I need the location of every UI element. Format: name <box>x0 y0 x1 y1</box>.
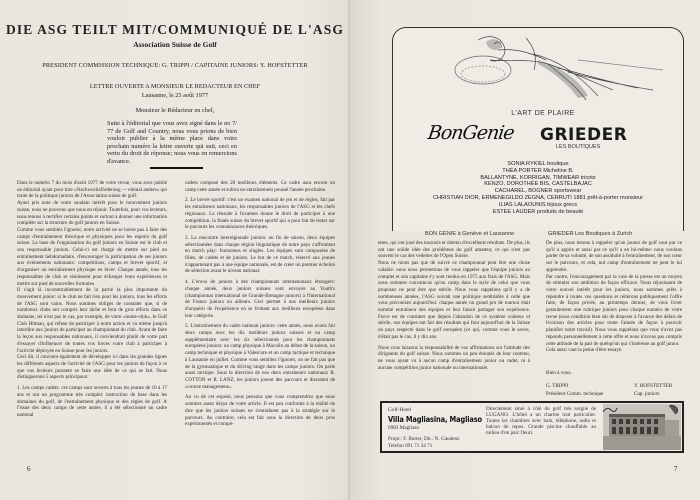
store-location-left: BON GÉNIE à Genève et Lausanne <box>425 231 515 237</box>
hotel-photo <box>603 404 681 450</box>
brand-item: ILIAS LALAOUNIS bijoux grecs <box>498 201 578 208</box>
paragraph: Ayant pris note de votre soudain intérêt pour le mouvement juniors suisse, nous ne pouvons que nous en réjouir. Toutefois, pour vos lecteurs, nous tenons à rectifier certains points et surtout à donner une information complète sur la structure du golf juniors en Suisse. <box>17 200 167 227</box>
grieder-subtitle: LES BOUTIQUES <box>556 144 601 150</box>
paragraph: 3. La rencontre interrégionale juniors: en fin de saison, deux équipes sélectionnées dans chaque région linguistique de notre pays s'affrontent en match play: foursomes et singles. Les équipes sont composées de filles, de cadets et de juniors. Le but de ce match, réservé aux jeunes n'appartenant pas à une équipe nationale, est de créer un premier échelon de sélection avant le niveau national. <box>185 234 335 275</box>
paragraph: Nous ne nions pas que de suivre ce championnat peut être une chose valable: nous nous permettons de vous rappeler que l'équipe juniors au complet et son capitaine s'y sont rendus en 1975 aux frais de l'ASG. Mais nous sommes convaincus qu'un camp dans le style de celui que vous proposez ne peut être que stérile. Nous vous rappelons qu'il y a de nombreuses années, l'ASG suivait une politique semblable à celle que vous préconisez aujourd'hui: chaque année un grand pro de tournoi était nommé entraîneur des équipes et leur faisait partager son expérience. Force est de constater que depuis l'abandon de ce système coûteux et stérile, nos équipes ont fait des résultats qui font aujourd'hui de la Suisse un pays respecté dans le golf européen (ce qui, comme vous le savez, n'était pas le cas, il y dix ans. <box>378 260 530 340</box>
paragraph: 4. L'envoi de juniors à des championnats internationaux étrangers: chaque année, deux juniors suisses sont envoyés au Youth's (championnat international de Grande-Bretagne juniors) à l'International de France juniors ou ailleurs. Ceci permet à nos meilleurs juniors d'acquérir de l'expérience en se frottant aux meilleurs européens dans leur catégorie. <box>185 279 335 319</box>
brand-item: THÉA PORTER Micheline B. <box>502 167 574 174</box>
paragraph: Il s'agit là incontestablement de la partie la plus importante du mouvement junior: si le club ne fait rien pour les juniors, tous les efforts de l'ASG sont vains. Nous sommes obligés de constater que, si de nombreux clubs ont compris leur tâche et font de gros efforts dans ce domaine, tel n'est pas le cas, par exemple, de votre «home-club», le Golf Club Hittnau, qui refuse de participer à notre action et va même jusqu'à interdire aux juniors de participer au championnat du club. Avant de faire la leçon aux responsables nationaux, il conviendrait plutôt de votre part d'essayer d'influencer de toutes vos forces votre club à participer à l'activité déployée en Suisse pour les juniors. <box>17 287 167 354</box>
brand-item: BALLANTYNE, KORRIGAN, TIMWEAR tricots <box>480 174 596 181</box>
paragraph: Dans le numéro 7 du mois d'août 1977 de votre revue, vous avez publié un éditorial ayant pour titre «Nachwuchsförderung — einmal anders» qui traite de la politique juniors de l'Association suisse de golf. <box>17 180 167 200</box>
body-column-2 <box>185 180 335 428</box>
paragraph: Par contre, l'encouragement par la voie de la presse est un moyen de stimuler son ambition de façon efficace. Nous réjouissant de votre nouvel intérêt pour les juniors, nous sommes prêts à répondre à toutes vos questions et réitérons publiquement l'offre faite, de façon privée, au printemps dernier, de vous livrer gratuitement une rubrique juniors pour chaque numéro de votre revue (sous condition bien sûr de disposer à l'avance des délais de livraison des articles pour toute l'année de façon à pouvoir planifier notre travail). Nous vous rappelons que vous n'avez pas répondu personnellement à cette offre et nous n'avons pas compris cette attitude de la part de quelqu'un qui s'intéresse au golf junior. <box>546 273 682 347</box>
paragraph: De plus, nous tenons à rappeler qu'un joueur de golf vaut par ce qu'il a appris et aussi par ce qu'il a en lui-même: nous voulons parler de sa volonté, de son assiduité à l'entraînement, de son cœur sur le parcours, et cela, nul camp d'entraînement ne peut le lui apprendre. <box>546 240 682 273</box>
paragraph: 2. Le brevet sportif: c'est un examen national de jeu et de règles, fait par les entraîneurs nationaux, les responsables juniors de l'ASG et les chefs régionaux. La réussite à l'examen donne le droit de participer à une compétition, la finale suisse du brevet sportif qui a pour but de tester sur le parcours les connaissances théoriques. <box>185 197 335 231</box>
paragraph: Nous vous laissons la responsabilité de vos affirmations sur l'attitude des dirigeants du golf suisse. Nous sommes un peu étonnés de leur contenu, ne vous ayant vu à aucun camp d'entraînement junior ou cadet, ni à aucune compétition junior nationale ou internationale. <box>378 344 530 371</box>
brand-item: ESTEE LAUDER produits de beauté <box>492 208 584 215</box>
staff-line: PRESIDENT COMMISSION TECHNIQUE: G. TRIPPI / CAPITAINE JUNIORS: Y. HOFSTETTER <box>42 62 308 69</box>
signature-name: Y. HOFSTETTER <box>634 383 673 389</box>
signature-role: Cap. juniors <box>634 391 660 397</box>
brand-item: CHRISTIAN DIOR, ERMENEGILDO ZEGNA, CERRUTI 1881 prêt-à-porter monsieur <box>432 194 644 201</box>
hotel-owner: Propr.: F. Borter, Dir.: N. Gaudenz <box>388 436 460 442</box>
page-subtitle: Association Suisse de Golf <box>133 40 217 49</box>
hotel-building-image <box>603 404 681 450</box>
divider <box>150 167 203 169</box>
paragraph: 5. L'entraînement du cadre national juniors: cette année, nous avons fait deux camps avec les dix meilleurs juniors suisses et un camp supplémentaire avec les six sélectionnés pour les championnats européens juniors: un camp physique à Macolin au début de la saison, un camp technique et physique à Valescure et un camp tactique et technique à Lausanne en juillet. Comme vous semblez l'ignorer, on ne fait pas que de la gymnastique et du driving range dans les camps juniors. On parle aussi tactique. Sous la direction de nos deux entraîneurs nationaux R. COTTON et R. LANZ, les juniors jouent des parcours et discutent de «course management». <box>185 323 335 390</box>
signature-name: G. TRIPPI <box>546 383 569 389</box>
paragraph: cadets composé des 20 meilleurs éléments. Ce cadre aura encore un camp cette année et subira un entraînement poussé l'année prochaine. <box>185 180 335 193</box>
page-number: 7 <box>674 465 678 473</box>
paragraph: Cela aussi vaut la peine d'être essayé. <box>546 347 623 354</box>
paragraph: 1. Les camps cadets: ces camps sont ouverts à tous les jeunes de 10 à 17 ans et ont un programme très complet: instruction de base dans les domaines du golf, de l'entraînement physique et des règles de golf. A l'issue des deux camps de cette année, il a été sélectionné un cadre national <box>17 385 167 418</box>
brand-item: KENZO, DOROTHÉE BIS, CASTELBAJAC <box>484 181 592 188</box>
intro-paragraph: Suite à l'éditorial que vous avez signé dans le no 7/ 77 de Golf and Country, nous vous prions de bien vouloir publier à la même place dans votre prochain numéro la lettre ouverte qui suit, ceci en vertu du droit de réponse; nous vous en remercions d'avance. <box>107 120 237 165</box>
signature-role: Président Comm. technique <box>546 391 604 397</box>
fashion-illustration <box>438 30 668 105</box>
body-column-4 <box>546 240 682 354</box>
hotel-description: Directement situé à côté du golf très soigné de LUGANO. L'hôtel a un charme tout particulier. Toutes les chambres avec bain, téléphone, radio et balcon de repos. Grande piscine chauffable au milieu d'un parc fleuri. <box>486 406 596 436</box>
store-location-right: GRIEDER Les Boutiques à Zurich <box>548 231 633 237</box>
body-column-1 <box>17 180 167 419</box>
letter-date: Lausanne, le 25 août 1977 <box>141 92 209 99</box>
page-title: DIE ASG TEILT MIT/COMMUNIQUÉ DE L'ASG <box>6 22 344 37</box>
salutation: Monsieur le Rédacteur en chef, <box>135 107 215 114</box>
paragraph: Ceci dit, il convient également de développer ici dans les grandes lignes les différents aspects de l'activité de l'ASG pour les juniors de façon à ce que vos lecteurs puissent se faire une idée de ce qui se fait. Nous distinguerons 5 aspects principaux: <box>17 354 167 381</box>
page-number: 6 <box>27 465 31 473</box>
fashion-advertisement <box>392 27 684 231</box>
grieder-logo: GRIEDER <box>540 125 628 145</box>
hotel-advertisement <box>380 401 684 453</box>
paragraph: Comme vous semblez l'ignorer, notre activité ne se borne pas à faire des camps d'entraînement théorique et physiques pour les espoirs du golf suisse. La base de l'organisation du golf juniors en Suisse est le club et son responsable juniors. Celui-ci est chargé de mettre sur pied un entraînement hebdomadaire, d'encourager la participation de ses juniors aux événements nationaux: compétitions, camps et brevet sportif, et d'organiser un entraînement physique en hiver. Chaque année, tous les responsables de club se réunissent pour échanger leurs expériences et mettre sur pied de nouvelles formules. <box>17 226 167 287</box>
paragraph: tents, qui ont joué des tournois et obtenu d'excellents résultats. De plus, ils ont une solide idée des problèmes du golf amateur, ce qui n'est pas souvent le cas des vedettes de l'Open Suisse. <box>378 240 530 260</box>
ad-tagline: L'ART DE PLAIRE <box>511 110 575 117</box>
hotel-phone: Telefon 091 71 34 71 <box>388 443 433 449</box>
hotel-city: 6983 Magliaso <box>388 425 419 431</box>
closing: Bien à vous. <box>546 370 572 376</box>
brand-item: SONIA RYKIEL boutique <box>507 161 569 167</box>
body-column-3 <box>378 240 530 371</box>
hotel-name: Villa Magliasina, Magliaso <box>388 414 482 424</box>
paragraph: Au vu de cet exposé, nous pensons que vous comprendrez que nous sommes assez déçus de votre article. Il est peu conforme à la réalité de dire que les juniors suisses ne s'entraînent pas à la stratégie sur le parcours. Au contraire, cela est fait sous la direction de deux pros expérimentés et compé- <box>185 394 335 428</box>
hotel-kicker: Golf-Hotel <box>388 407 412 413</box>
brand-item: CACHAREL, BOGNER sportswear <box>494 188 582 195</box>
bongenie-logo: BonGenie <box>426 122 516 144</box>
brand-list <box>393 161 683 215</box>
letter-title: LETTRE OUVERTE A MONSIEUR LE REDACTEUR EN CHEF <box>89 83 261 90</box>
